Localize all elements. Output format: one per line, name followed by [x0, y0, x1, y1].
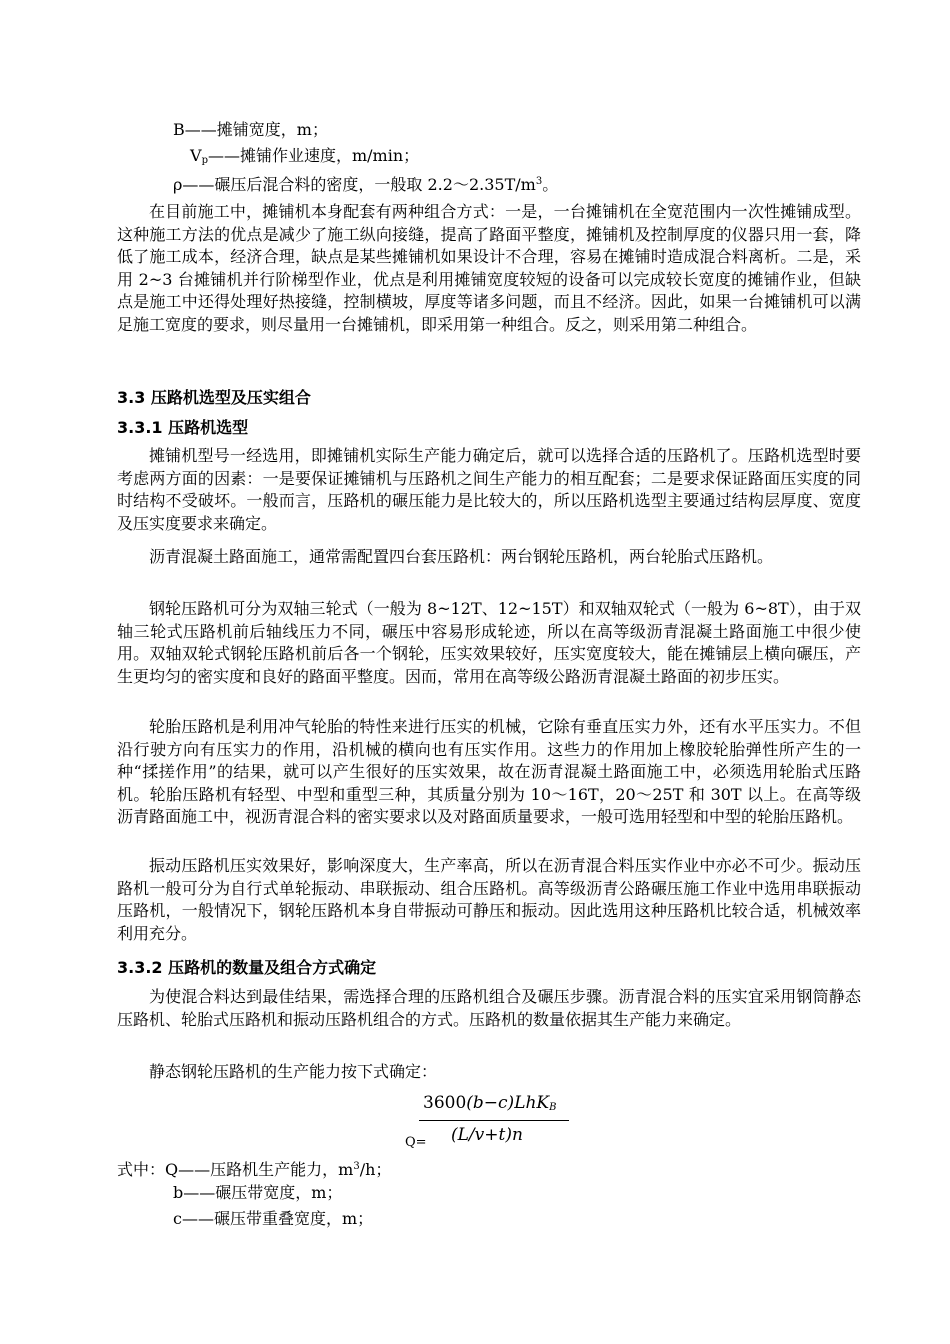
paragraph-vibratory-roller: 振动压路机压实效果好，影响深度大，生产率高，所以在沥青混合料压实作业中亦必不可少。振动压路机一般可分为自行式单轮振动、串联振动、组合压路机。高等级沥青公路碾压施工作业中选用串联振动压路机，一般情况下，钢轮压路机本身自带振动可静压和振动。因此选用这种压路机比较合适，机械效率利用充分。 — [117, 856, 861, 943]
paragraph-steel-wheel-roller: 钢轮压路机可分为双轴三轮式（一般为 8~12T、12~15T）和双轴双轮式（一般为 6~8T），由于双轴三轮式压路机前后轴线压力不同，碾压中容易形成轮迹，所以在高等级沥青混凝土路面施工中很少使用。双轴双轮式钢轮压路机前后各一个钢轮，压实效果较好，压实宽度较大，能在摊铺层上横向碾压，产生更均匀的密实度和良好的路面平整度。因而，常用在高等级公路沥青混凝土路面的初步压实。 — [117, 599, 861, 686]
formula-denominator: (L/v+t)n — [451, 1125, 523, 1145]
section-heading-3-3-2: 3.3.2 压路机的数量及组合方式确定 — [117, 958, 377, 977]
paragraph-roller-quantity: 为使混合料达到最佳结果，需选择合理的压路机组合及碾压步骤。沥青混合料的压实宜采用钢筒静态压路机、轮胎式压路机和振动压路机组合的方式。压路机的数量依据其生产能力来确定。 — [117, 987, 861, 1029]
definition-b-lower: b——碾压带宽度，m； — [173, 1183, 343, 1202]
definition-rho: ρ——碾压后混合料的密度，一般取 $2.2\sim 2.35T/m^3$。 — [173, 175, 559, 194]
definition-b: B——摊铺宽度，m； — [173, 120, 328, 139]
paragraph-productivity-intro: 静态钢轮压路机的生产能力按下式确定： — [149, 1062, 438, 1081]
paragraph-roller-config: 沥青混凝土路面施工，通常需配置四台套压路机：两台钢轮压路机，两台轮胎式压路机。 — [149, 547, 774, 566]
section-heading-3-3-1: 3.3.1 压路机选型 — [117, 418, 249, 437]
paragraph-paver-combination: 在目前施工中，摊铺机本身配套有两种组合方式：一是，一台摊铺机在全宽范围内一次性摊铺成型。这种施工方法的优点是减少了施工纵向接缝，提高了路面平整度，摊铺机及控制厚度的仪器只用一套，降低了施工成本，经济合理，缺点是某些摊铺机如果设计不合理，容易在摊铺时造成混合料离析。二是，采用 2~3 台摊铺机并行阶梯型作业，优点是利用摊铺宽度较短的设备可以完成较长宽度的摊铺作业，但缺点是施工中还得处理好热接缝，控制横坡，厚度等诸多问题，而且不经济。因此，如果一台摊铺机可以满足施工宽度的要求，则尽量用一台摊铺机，即采用第一种组合。反之，则采用第二种组合。 — [117, 202, 861, 334]
productivity-formula — [405, 1093, 575, 1153]
paragraph-roller-selection: 摊铺机型号一经选用，即摊铺机实际生产能力确定后，就可以选择合适的压路机了。压路机选型时要考虑两方面的因素：一是要保证摊铺机与压路机之间生产能力的相互配套；二是要求保证路面压实度的同时结构不受破坏。一般而言，压路机的碾压能力是比较大的，所以压路机选型主要通过结构层厚度、宽度及压实度要求来确定。 — [117, 446, 861, 533]
formula-label: Q= — [405, 1135, 427, 1150]
fraction-bar — [419, 1120, 569, 1121]
paragraph-tire-roller: 轮胎压路机是利用冲气轮胎的特性来进行压实的机械，它除有垂直压实力外，还有水平压实力。不但沿行驶方向有压实力的作用，沿机械的横向也有压实作用。这些力的作用加上橡胶轮胎弹性所产生的一种“揉搓作用”的结果，就可以产生很好的压实效果，故在沥青混凝土路面施工中，必须选用轮胎式压路机。轮胎压路机有轻型、中型和重型三种，其质量分别为 10～16T，20～25T 和 30T 以上。在高等级沥青路面施工中，视沥青混合料的密实要求以及对路面质量要求，一般可选用轻型和中型的轮胎压路机。 — [117, 717, 861, 826]
formula-numerator: 3600(b−c)LhK$_B$ — [423, 1093, 557, 1113]
section-heading-3-3: 3.3 压路机选型及压实组合 — [117, 388, 311, 407]
definition-q: 式中：Q——压路机生产能力，$m^3/h$； — [117, 1160, 392, 1179]
definition-vp: $V_p——$摊铺作业速度，m/min； — [190, 146, 420, 166]
definition-c: c——碾压带重叠宽度，m； — [173, 1209, 374, 1228]
